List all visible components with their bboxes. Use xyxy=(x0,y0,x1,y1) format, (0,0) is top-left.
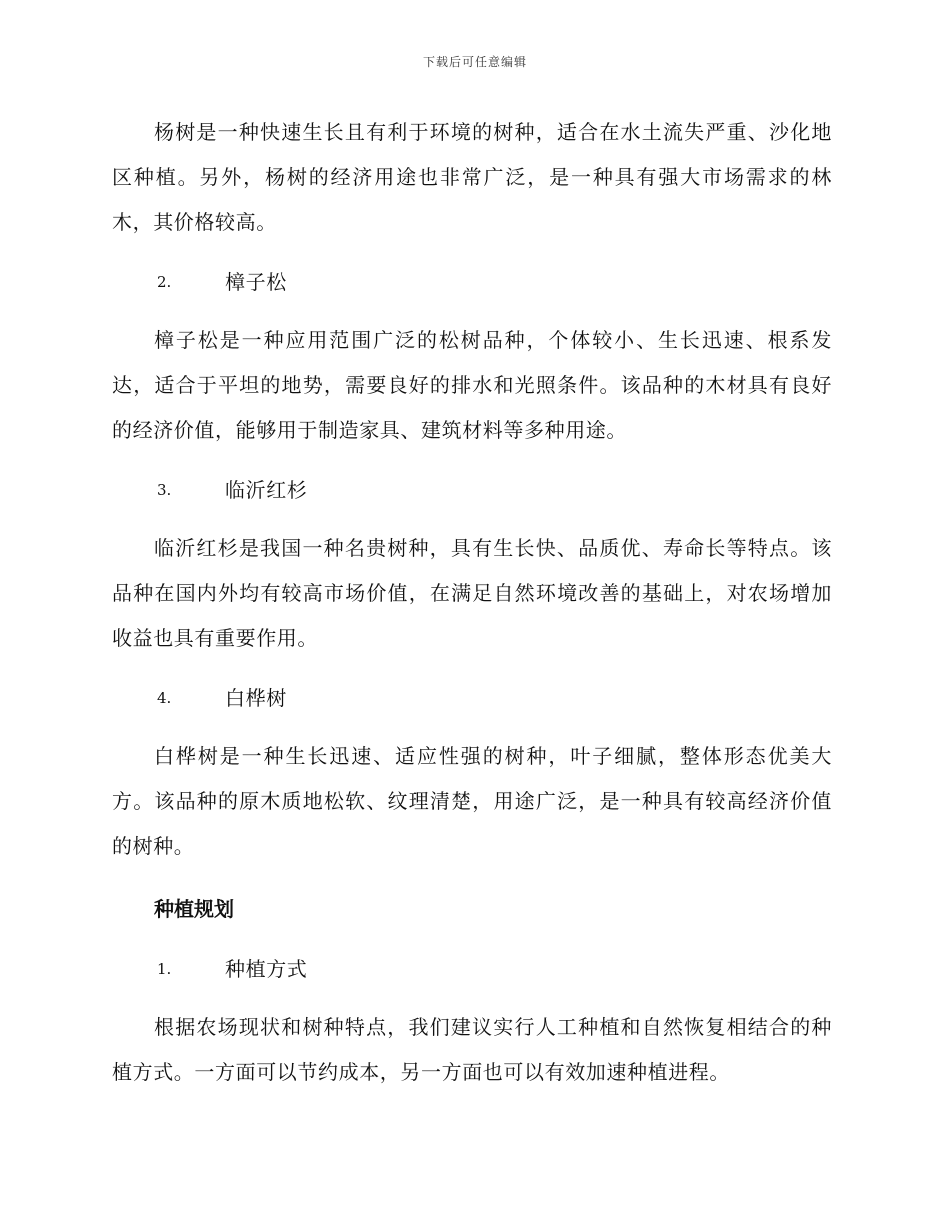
list-item-pine xyxy=(112,260,832,305)
list-item-birch xyxy=(112,676,832,721)
paragraph-planting-method: 根据农场现状和树种特点，我们建议实行人工种植和自然恢复相结合的种植方式。一方面可以节约成本，另一方面也可以有效加速种植进程。 xyxy=(112,1015,832,1084)
paragraph-birch: 白桦树是一种生长迅速、适应性强的树种，叶子细腻，整体形态优美大方。该品种的原木质地松软、纹理清楚，用途广泛，是一种具有较高经济价值的树种。 xyxy=(112,744,832,858)
list-label: 种植方式 xyxy=(225,957,308,981)
list-number: 1. xyxy=(157,960,172,978)
list-label: 白桦树 xyxy=(225,686,287,710)
document-body xyxy=(112,110,832,1095)
list-item-planting-method xyxy=(112,947,832,992)
list-label: 临沂红杉 xyxy=(225,478,308,502)
list-number: 2. xyxy=(157,273,172,291)
paragraph-pine: 樟子松是一种应用范围广泛的松树品种，个体较小、生长迅速、根系发达，适合于平坦的地势，需要良好的排水和光照条件。该品种的木材具有良好的经济价值，能够用于制造家具、建筑材料等多种用途。 xyxy=(112,328,832,442)
section-heading: 种植规划 xyxy=(154,897,234,921)
list-item-redwood xyxy=(112,468,832,513)
list-number: 3. xyxy=(157,481,172,499)
paragraph-redwood: 临沂红杉是我国一种名贵树种，具有生长快、品质优、寿命长等特点。该品种在国内外均有较高市场价值，在满足自然环境改善的基础上，对农场增加收益也具有重要作用。 xyxy=(112,536,832,650)
paragraph-poplar: 杨树是一种快速生长且有利于环境的树种，适合在水土流失严重、沙化地区种植。另外，杨树的经济用途也非常广泛，是一种具有强大市场需求的林木，其价格较高。 xyxy=(112,120,832,234)
page-header: 下载后可任意编辑 xyxy=(422,55,527,69)
list-label: 樟子松 xyxy=(225,270,287,294)
list-number: 4. xyxy=(157,689,172,707)
